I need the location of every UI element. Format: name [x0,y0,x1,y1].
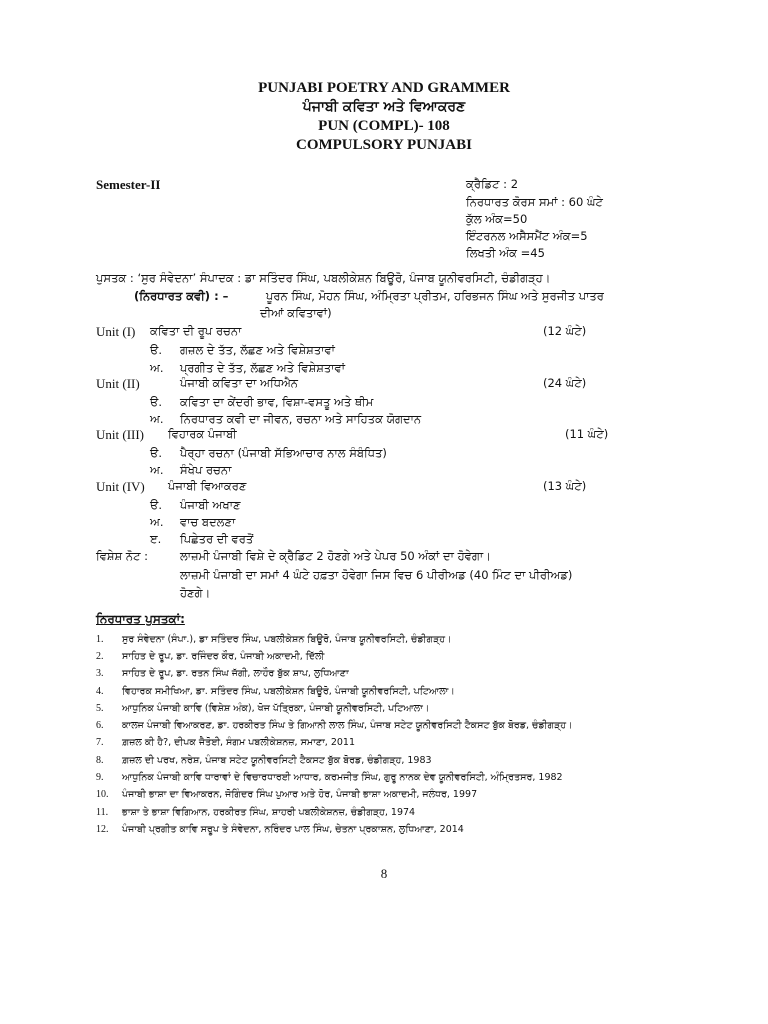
poets-label: (ਨਿਰਧਾਰਤ ਕਵੀ) : – [134,289,229,303]
unit-3-hours: (11 ਘੰਟੇ) [565,427,609,441]
reference-item [96,651,324,662]
unit-4-label: Unit (IV) [96,479,145,494]
course-name: COMPULSORY PUNJABI [295,137,472,153]
unit-3-item-2: ਸੰਖੇਪ ਰਚਨਾ [180,463,232,477]
unit-3-item-1: ਪੈਰ੍ਹਾ ਰਚਨਾ (ਪੰਜਾਬੀ ਸੱਭਿਆਚਾਰ ਨਾਲ ਸੰਬੰਧਿਤ) [180,446,387,460]
special-note-label: ਵਿਸ਼ੇਸ਼ ਨੋਟ : [96,549,148,563]
reference-text: ਪੰਜਾਬੀ ਪ੍ਰਗੀਤ ਕਾਵਿ ਸਰੂਪ ਤੇ ਸੰਵੇਦਨਾ, ਨਰਿੰਦਰ ਪਾਲ ਸਿੰਘ, ਚੇਤਨਾ ਪ੍ਰਕਾਸ਼ਨ, ਲੁਧਿਆਣਾ, 2014 [122,824,464,835]
references-title: ਨਿਰਧਾਰਤ ਪੁਸਤਕਾਂ: [96,612,185,626]
unit-1-hours: (12 ਘੰਟੇ) [543,324,587,338]
reference-item [96,737,355,748]
internal-marks: ਇੰਟਰਨਲ ਅਸੈਸਮੈਂਟ ਅੰਕ=5 [466,229,588,243]
unit-4-hours: (13 ਘੰਟੇ) [543,479,587,493]
unit-3-item-1-mark: ੳ. [150,446,163,460]
unit-4-item-2-mark: ਅ. [150,515,164,529]
poets-list-cont: ਦੀਆਂ ਕਵਿਤਾਵਾਂ) [260,306,332,320]
credit: ਕ੍ਰੈਡਿਟ : 2 [466,177,519,191]
reference-item [96,755,432,766]
reference-text: ਪੰਜਾਬੀ ਭਾਸ਼ਾ ਦਾ ਵਿਆਕਰਨ, ਜੋਗਿੰਦਰ ਸਿੰਘ ਪੁਆਰ ਅਤੇ ਹੋਰ, ਪੰਜਾਬੀ ਭਾਸ਼ਾ ਅਕਾਦਮੀ, ਜਲੰਧਰ, 1997 [122,789,478,800]
unit-3-item-2-mark: ਅ. [150,463,164,477]
reference-text: ਗ਼ਜ਼ਲ ਕੀ ਹੈ?, ਦੀਪਕ ਜੈਤੋਈ, ਸੰਗਮ ਪਬਲੀਕੇਸ਼ਨਜ਼, ਸਮਾਣਾ, 2011 [122,737,355,748]
unit-3-label: Unit (III) [96,427,145,442]
reference-item [96,789,477,800]
unit-4-title: ਪੰਜਾਬੀ ਵਿਆਕਰਣ [168,479,247,493]
special-note-line-1: ਲਾਜ਼ਮੀ ਪੰਜਾਬੀ ਵਿਸ਼ੇ ਦੇ ਕ੍ਰੈਡਿਟ 2 ਹੋਣਗੇ ਅਤੇ ਪੇਪਰ 50 ਅੰਕਾਂ ਦਾ ਹੋਵੇਗਾ। [180,549,491,563]
reference-item [96,668,349,679]
reference-number: 3. [96,668,104,679]
reference-number: 11. [96,807,109,818]
reference-number: 12. [96,824,109,835]
title-punjabi: ਪੰਜਾਬੀ ਕਵਿਤਾ ਅਤੇ ਵਿਆਕਰਣ [302,99,466,115]
unit-4-item-2: ਵਾਚ ਬਦਲਣਾ [180,515,236,529]
reference-number: 9. [96,772,104,783]
page-number: 8 [380,866,388,881]
reference-number: 8. [96,755,104,766]
reference-number: 4. [96,686,104,697]
reference-item [96,772,563,783]
course-time: ਨਿਰਧਾਰਤ ਕੋਰਸ ਸਮਾਂ : 60 ਘੰਟੇ [466,195,603,209]
reference-number: 10. [96,789,109,800]
reference-text: ਸੁਰ ਸੰਵੇਦਨਾ (ਸੰਪਾ.), ਡਾ ਸਤਿੰਦਰ ਸਿੰਘ, ਪਬਲੀਕੇਸ਼ਨ ਬਿਊਰੋ, ਪੰਜਾਬ ਯੂਨੀਵਰਸਿਟੀ, ਚੰਡੀਗੜ੍ਹ। [122,634,452,645]
reference-text: ਭਾਸ਼ਾ ਤੇ ਭਾਸ਼ਾ ਵਿਗਿਆਨ, ਹਰਕੀਰਤ ਸਿੰਘ, ਸ਼ਾਹਰੀ ਪਬਲੀਕੇਸ਼ਨਜ਼, ਚੰਡੀਗੜ੍ਹ, 1974 [122,807,416,818]
unit-4-item-3: ਪਿਛੇਤਰ ਦੀ ਵਰਤੋਂ [180,532,254,546]
reference-text: ਸਾਹਿਤ ਦੇ ਰੂਪ, ਡਾ. ਰਜਿੰਦਰ ਕੌਰ, ਪੰਜਾਬੀ ਅਕਾਦਮੀ, ਦਿੱਲੀ [122,651,325,662]
reference-item [96,807,415,818]
reference-text: ਆਧੁਨਿਕ ਪੰਜਾਬੀ ਕਾਵਿ ਧਾਰਾਵਾਂ ਦੇ ਵਿਚਾਰਧਾਰਈ ਆਧਾਰ, ਕਰਮਜੀਤ ਸਿੰਘ, ਗੁਰੂ ਨਾਨਕ ਦੇਵ ਯੂਨੀਵਰਸਿਟੀ, ਅੰਮ੍ਰਿਤਸਰ, 1982 [122,772,563,783]
reference-item [96,634,452,645]
reference-number: 2. [96,651,104,662]
unit-1-label: Unit (I) [96,324,136,339]
reference-item [96,686,455,697]
reference-item [96,720,573,731]
special-note-line-3: ਹੋਣਗੇ। [180,586,211,600]
unit-2-item-1: ਕਵਿਤਾ ਦਾ ਕੇਂਦਰੀ ਭਾਵ, ਵਿਸ਼ਾ-ਵਸਤੂ ਅਤੇ ਥੀਮ [180,395,374,409]
reference-number: 7. [96,737,104,748]
reference-number: 6. [96,720,104,731]
unit-4-item-1-mark: ੳ. [150,498,163,512]
course-code: PUN (COMPL)- 108 [318,118,450,134]
reference-text: ਵਿਹਾਰਕ ਸਮੀਖਿਆ, ਡਾ. ਸਤਿੰਦਰ ਸਿੰਘ, ਪਬਲੀਕੇਸ਼ਨ ਬਿਊਰੋ, ਪੰਜਾਬੀ ਯੂਨੀਵਰਸਿਟੀ, ਪਟਿਆਲਾ। [122,686,455,697]
reference-item [96,824,464,835]
reference-text: ਗ਼ਜ਼ਲ ਦੀ ਪਰਖ, ਨਰੇਸ਼, ਪੰਜਾਬ ਸਟੇਟ ਯੂਨੀਵਰਸਿਟੀ ਟੈਕਸਟ ਬੁੱਕ ਬੋਰਡ, ਚੰਡੀਗੜ੍ਹ, 1983 [122,755,432,766]
unit-4-item-1: ਪੰਜਾਬੀ ਅਖਾਣ [180,498,241,512]
unit-1-item-1: ਗਜ਼ਲ ਦੇ ਤੱਤ, ਲੱਛਣ ਅਤੇ ਵਿਸ਼ੇਸ਼ਤਾਵਾਂ [180,343,335,357]
special-note-line-2: ਲਾਜ਼ਮੀ ਪੰਜਾਬੀ ਦਾ ਸਮਾਂ 4 ਘੰਟੇ ਹਫ਼ਤਾ ਹੋਵੇਗਾ ਜਿਸ ਵਿਚ 6 ਪੀਰੀਅਡ (40 ਮਿੰਟ ਦਾ ਪੀਰੀਅਡ) [180,568,573,582]
title-english: PUNJABI POETRY AND GRAMMER [258,80,510,96]
reference-text: ਕਾਲਜ ਪੰਜਾਬੀ ਵਿਆਕਰਣ, ਡਾ. ਹਰਕੀਰਤ ਸਿੰਘ ਤੇ ਗਿਆਨੀ ਲਾਲ ਸਿੰਘ, ਪੰਜਾਬ ਸਟੇਟ ਯੂਨੀਵਰਸਿਟੀ ਟੈਕਸਟ ਬੁੱਕ ਬੋਰਡ, ਚੰਡੀਗੜ੍ਹ। [122,720,573,731]
unit-2-item-2: ਨਿਰਧਾਰਤ ਕਵੀ ਦਾ ਜੀਵਨ, ਰਚਨਾ ਅਤੇ ਸਾਹਿਤਕ ਯੋਗਦਾਨ [180,412,422,426]
unit-2-hours: (24 ਘੰਟੇ) [543,376,587,390]
reference-number: 1. [96,634,104,645]
reference-item [96,703,429,714]
reference-number: 5. [96,703,104,714]
reference-text: ਆਧੁਨਿਕ ਪੰਜਾਬੀ ਕਾਵਿ (ਵਿਸ਼ੇਸ਼ ਅੰਕ), ਖੋਜ ਪੱਤ੍ਰਿਕਾ, ਪੰਜਾਬੀ ਯੂਨੀਵਰਸਿਟੀ, ਪਟਿਆਲਾ। [122,703,430,714]
written-marks: ਲਿਖਤੀ ਅੰਕ =45 [466,246,545,260]
unit-1-title: ਕਵਿਤਾ ਦੀ ਰੂਪ ਰਚਨਾ [150,324,242,338]
textbook-line: ਪੁਸਤਕ : ‘ਸੁਰ ਸੰਵੇਦਨਾ’ ਸੰਪਾਦਕ : ਡਾ ਸਤਿੰਦਰ ਸਿੰਘ, ਪਬਲੀਕੇਸ਼ਨ ਬਿਊਰੋ, ਪੰਜਾਬ ਯੂਨੀਵਰਸਿਟੀ, ਚੰਡੀਗੜ੍ਹ। [96,271,551,285]
unit-1-item-2-mark: ਅ. [150,361,164,375]
unit-3-title: ਵਿਹਾਰਕ ਪੰਜਾਬੀ [168,427,237,441]
unit-2-label: Unit (II) [96,376,140,391]
total-marks: ਕੁੱਲ ਅੰਕ=50 [466,212,528,226]
unit-4-item-3-mark: ੲ. [150,532,162,546]
semester-label: Semester-II [96,177,161,192]
unit-2-title: ਪੰਜਾਬੀ ਕਵਿਤਾ ਦਾ ਅਧਿਐਨ [180,376,298,390]
reference-text: ਸਾਹਿਤ ਦੇ ਰੂਪ, ਡਾ. ਰਤਨ ਸਿੰਘ ਜੱਗੀ, ਲਾਹੌਰ ਬੁੱਕ ਸ਼ਾਪ, ਲੁਧਿਆਣਾ [122,668,349,679]
unit-2-item-1-mark: ੳ. [150,395,163,409]
unit-1-item-1-mark: ੳ. [150,343,163,357]
unit-1-item-2: ਪ੍ਰਗੀਤ ਦੇ ਤੱਤ, ਲੱਛਣ ਅਤੇ ਵਿਸ਼ੇਸ਼ਤਾਵਾਂ [180,361,346,375]
poets-list: ਪੂਰਨ ਸਿੰਘ, ਮੋਹਨ ਸਿੰਘ, ਅੰਮ੍ਰਿਤਾ ਪ੍ਰੀਤਮ, ਹਰਿਭਜਨ ਸਿੰਘ ਅਤੇ ਸੁਰਜੀਤ ਪਾਤਰ [266,289,604,303]
unit-2-item-2-mark: ਅ. [150,412,164,426]
